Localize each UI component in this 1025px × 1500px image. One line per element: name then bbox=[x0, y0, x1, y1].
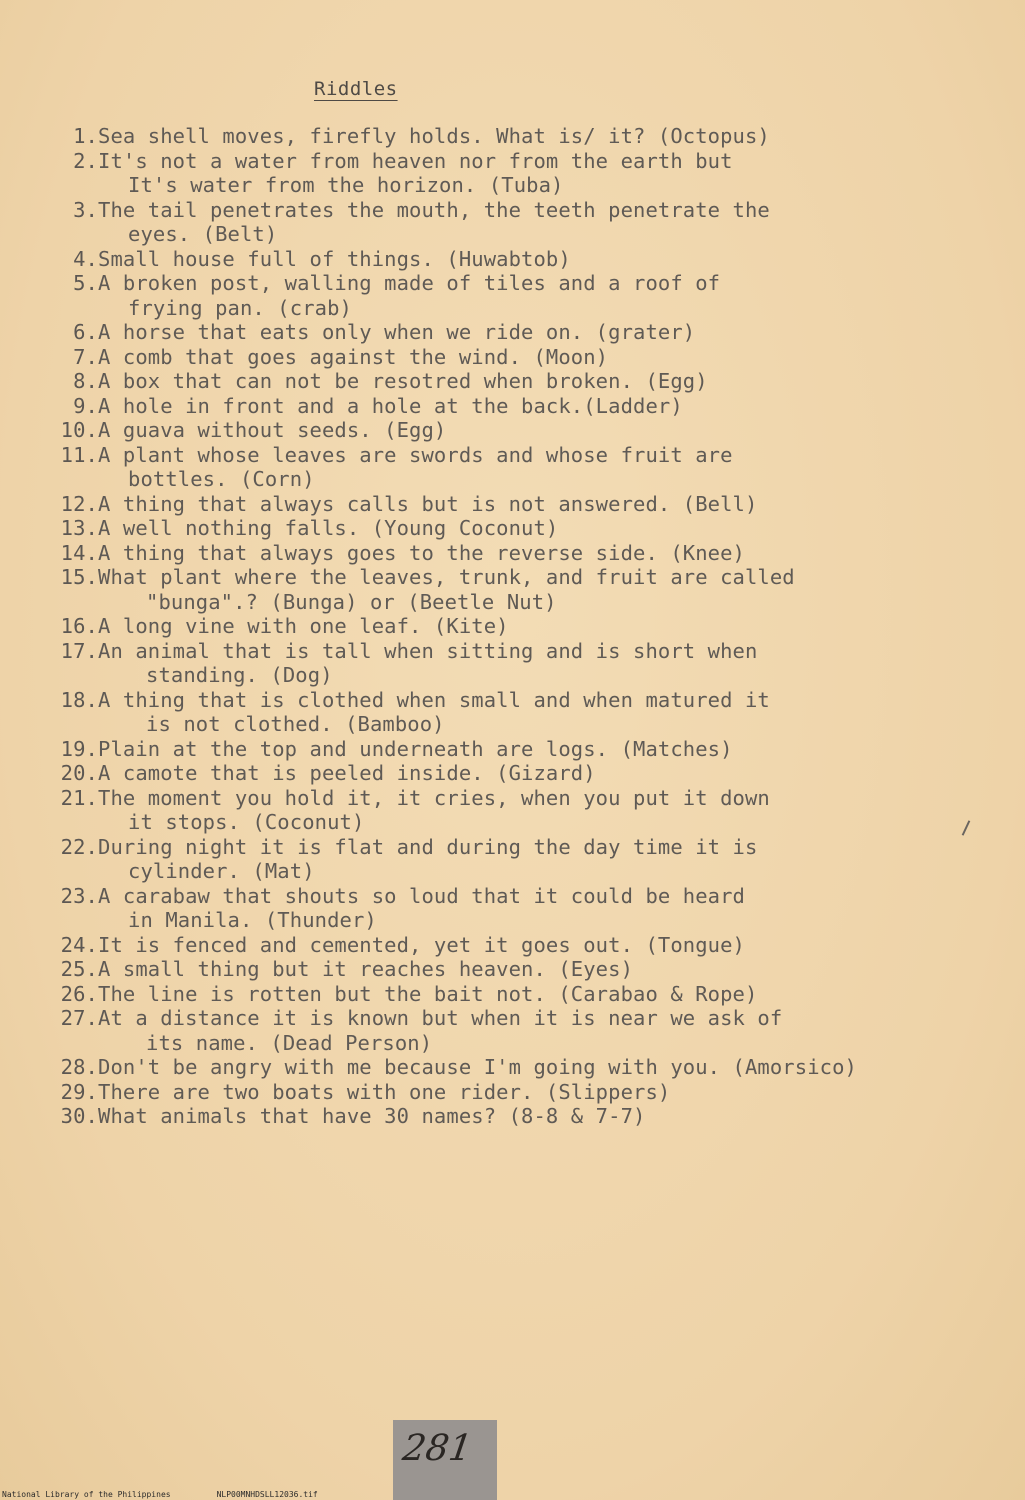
riddle-item bbox=[40, 516, 1010, 541]
page-number: 281 bbox=[400, 1428, 475, 1469]
riddle-number: 12. bbox=[60, 491, 98, 516]
riddle-item bbox=[40, 565, 1010, 614]
riddle-line: frying pan. (crab) bbox=[128, 295, 352, 320]
riddle-text bbox=[98, 982, 757, 1007]
riddle-line: The tail penetrates the mouth, the teeth penetrate the bbox=[98, 197, 770, 222]
riddle-line: Small house full of things. (Huwabtob) bbox=[98, 246, 571, 271]
riddle-line: A broken post, walling made of tiles and a roof of bbox=[98, 271, 721, 295]
riddle-item bbox=[40, 688, 1010, 737]
riddle-line: An animal that is tall when sitting and is short when bbox=[98, 638, 758, 663]
riddle-number: 14. bbox=[60, 540, 98, 565]
riddle-line: A thing that always goes to the reverse side. (Knee) bbox=[98, 540, 745, 565]
riddle-line: Sea shell moves, firefly holds. What is/ it? (Octopus) bbox=[98, 124, 770, 148]
riddle-number: 7. bbox=[73, 344, 98, 369]
riddle-line: It's not a water from heaven nor from the earth but bbox=[98, 148, 733, 173]
riddle-line: A horse that eats only when we ride on. (grater) bbox=[98, 320, 696, 344]
riddle-item bbox=[40, 369, 1010, 394]
riddle-line: A carabaw that shouts so loud that it could be heard bbox=[98, 883, 745, 908]
riddle-line: What plant where the leaves, trunk, and fruit are called bbox=[98, 565, 795, 589]
riddle-text bbox=[98, 271, 720, 320]
riddle-line: eyes. (Belt) bbox=[128, 222, 278, 246]
riddle-number: 15. bbox=[60, 565, 98, 589]
riddle-text bbox=[98, 198, 770, 247]
riddle-number: 19. bbox=[60, 736, 98, 761]
riddle-item bbox=[40, 1080, 1010, 1105]
riddle-line: A long vine with one leaf. (Kite) bbox=[98, 614, 509, 638]
riddle-line: What animals that have 30 names? (8-8 & 7-7) bbox=[98, 1104, 646, 1128]
riddle-number: 2. bbox=[73, 148, 98, 173]
riddle-item bbox=[40, 982, 1010, 1007]
riddle-line: A small thing but it reaches heaven. (Eyes) bbox=[98, 957, 634, 981]
riddle-text bbox=[98, 1080, 670, 1105]
riddle-item bbox=[40, 271, 1010, 320]
riddle-text bbox=[98, 761, 596, 786]
riddle-line: A well nothing falls. (Young Coconut) bbox=[98, 516, 559, 540]
riddle-line: A camote that is peeled inside. (Gizard) bbox=[98, 761, 596, 785]
riddle-text bbox=[98, 492, 757, 517]
riddle-line: Plain at the top and underneath are logs. (Matches) bbox=[98, 736, 733, 761]
riddle-line: A comb that goes against the wind. (Moon) bbox=[98, 344, 609, 369]
riddle-list bbox=[40, 124, 1010, 1129]
riddle-item bbox=[40, 1006, 1010, 1055]
riddle-number: 13. bbox=[60, 516, 98, 540]
riddle-line: At a distance it is known but when it is near we ask of bbox=[98, 1006, 783, 1030]
riddle-item bbox=[40, 198, 1010, 247]
riddle-text bbox=[98, 345, 608, 370]
riddle-text bbox=[98, 957, 633, 982]
riddle-text bbox=[98, 418, 446, 443]
riddle-number: 24. bbox=[60, 932, 98, 957]
riddle-item bbox=[40, 345, 1010, 370]
page-title: Riddles bbox=[314, 78, 398, 100]
riddle-line: A plant whose leaves are swords and whose fruit are bbox=[98, 442, 733, 467]
riddle-item bbox=[40, 1104, 1010, 1129]
riddle-text bbox=[98, 1104, 645, 1129]
riddle-line: in Manila. (Thunder) bbox=[128, 908, 377, 932]
riddle-item bbox=[40, 639, 1010, 688]
riddle-number: 6. bbox=[73, 320, 98, 344]
riddle-item bbox=[40, 933, 1010, 958]
scan-footer bbox=[2, 1490, 364, 1499]
riddle-number: 18. bbox=[60, 687, 98, 712]
riddle-number: 23. bbox=[60, 883, 98, 908]
riddle-line: standing. (Dog) bbox=[146, 663, 333, 687]
riddle-line: There are two boats with one rider. (Slippers) bbox=[98, 1079, 671, 1104]
riddle-text bbox=[98, 835, 757, 884]
riddle-item bbox=[40, 835, 1010, 884]
riddle-text bbox=[98, 737, 733, 762]
riddle-item bbox=[40, 394, 1010, 419]
riddle-number: 5. bbox=[73, 271, 98, 295]
riddle-line: The line is rotten but the bait not. (Carabao & Rope) bbox=[98, 981, 758, 1006]
riddle-line: is not clothed. (Bamboo) bbox=[146, 712, 445, 736]
riddle-line: A thing that always calls but is not answered. (Bell) bbox=[98, 491, 758, 516]
riddle-text bbox=[98, 516, 558, 541]
riddle-item bbox=[40, 320, 1010, 345]
riddle-item bbox=[40, 124, 1010, 149]
riddle-number: 29. bbox=[60, 1079, 98, 1104]
riddle-item bbox=[40, 614, 1010, 639]
riddle-number: 27. bbox=[60, 1006, 98, 1030]
riddle-text bbox=[98, 688, 770, 737]
riddle-line: The moment you hold it, it cries, when you put it down bbox=[98, 785, 770, 810]
riddle-text bbox=[98, 639, 757, 688]
riddle-item bbox=[40, 737, 1010, 762]
riddle-line: It is fenced and cemented, yet it goes out. (Tongue) bbox=[98, 932, 745, 957]
riddle-item bbox=[40, 149, 1010, 198]
riddle-line: cylinder. (Mat) bbox=[128, 859, 315, 883]
riddle-text bbox=[98, 565, 795, 614]
riddle-text bbox=[98, 443, 733, 492]
riddle-text bbox=[98, 1055, 857, 1080]
riddle-line: "bunga".? (Bunga) or (Beetle Nut) bbox=[146, 589, 557, 614]
footer-library: National Library of the Philippines bbox=[2, 1490, 171, 1499]
riddle-text bbox=[98, 124, 770, 149]
riddle-number: 22. bbox=[60, 834, 98, 859]
riddle-number: 20. bbox=[60, 761, 98, 785]
riddle-line: A box that can not be resotred when broken. (Egg) bbox=[98, 369, 708, 393]
riddle-line: A guava without seeds. (Egg) bbox=[98, 418, 447, 442]
riddle-line: During night it is flat and during the day time it is bbox=[98, 834, 758, 859]
riddle-text bbox=[98, 884, 745, 933]
riddle-item bbox=[40, 247, 1010, 272]
riddle-text bbox=[98, 614, 509, 639]
riddle-text bbox=[98, 933, 745, 958]
riddle-item bbox=[40, 541, 1010, 566]
riddle-line: A hole in front and a hole at the back.(Ladder) bbox=[98, 393, 683, 418]
riddle-number: 21. bbox=[60, 785, 98, 810]
riddle-item bbox=[40, 957, 1010, 982]
riddle-number: 8. bbox=[73, 369, 98, 393]
riddle-line: bottles. (Corn) bbox=[128, 467, 315, 491]
riddle-text bbox=[98, 320, 695, 345]
riddle-item bbox=[40, 1055, 1010, 1080]
riddle-text bbox=[98, 1006, 782, 1055]
riddle-number: 10. bbox=[60, 418, 98, 442]
riddle-text bbox=[98, 369, 708, 394]
riddle-number: 4. bbox=[73, 246, 98, 271]
riddle-number: 28. bbox=[60, 1055, 98, 1079]
riddle-number: 16. bbox=[60, 614, 98, 638]
riddle-number: 26. bbox=[60, 981, 98, 1006]
riddle-item bbox=[40, 418, 1010, 443]
riddle-number: 11. bbox=[60, 442, 98, 467]
riddle-item bbox=[40, 761, 1010, 786]
riddle-number: 1. bbox=[73, 124, 98, 148]
riddle-number: 30. bbox=[60, 1104, 98, 1128]
riddle-item bbox=[40, 884, 1010, 933]
riddle-item bbox=[40, 786, 1010, 835]
riddle-line: It's water from the horizon. (Tuba) bbox=[128, 173, 564, 197]
riddle-text bbox=[98, 394, 683, 419]
riddle-text bbox=[98, 149, 733, 198]
riddle-item bbox=[40, 443, 1010, 492]
riddle-item bbox=[40, 492, 1010, 517]
riddle-line: A thing that is clothed when small and when matured it bbox=[98, 687, 770, 712]
riddle-text bbox=[98, 786, 770, 835]
riddle-text bbox=[98, 247, 571, 272]
footer-filename: NLP00MNHDSLL12036.tif bbox=[216, 1490, 318, 1499]
riddle-line: it stops. (Coconut) bbox=[128, 810, 365, 834]
riddle-line: Don't be angry with me because I'm going with you. (Amorsico) bbox=[98, 1055, 857, 1079]
riddle-number: 3. bbox=[73, 197, 98, 222]
riddle-text bbox=[98, 541, 745, 566]
riddle-number: 9. bbox=[73, 393, 98, 418]
riddle-line: its name. (Dead Person) bbox=[146, 1030, 433, 1055]
riddle-number: 25. bbox=[60, 957, 98, 981]
riddle-number: 17. bbox=[60, 638, 98, 663]
